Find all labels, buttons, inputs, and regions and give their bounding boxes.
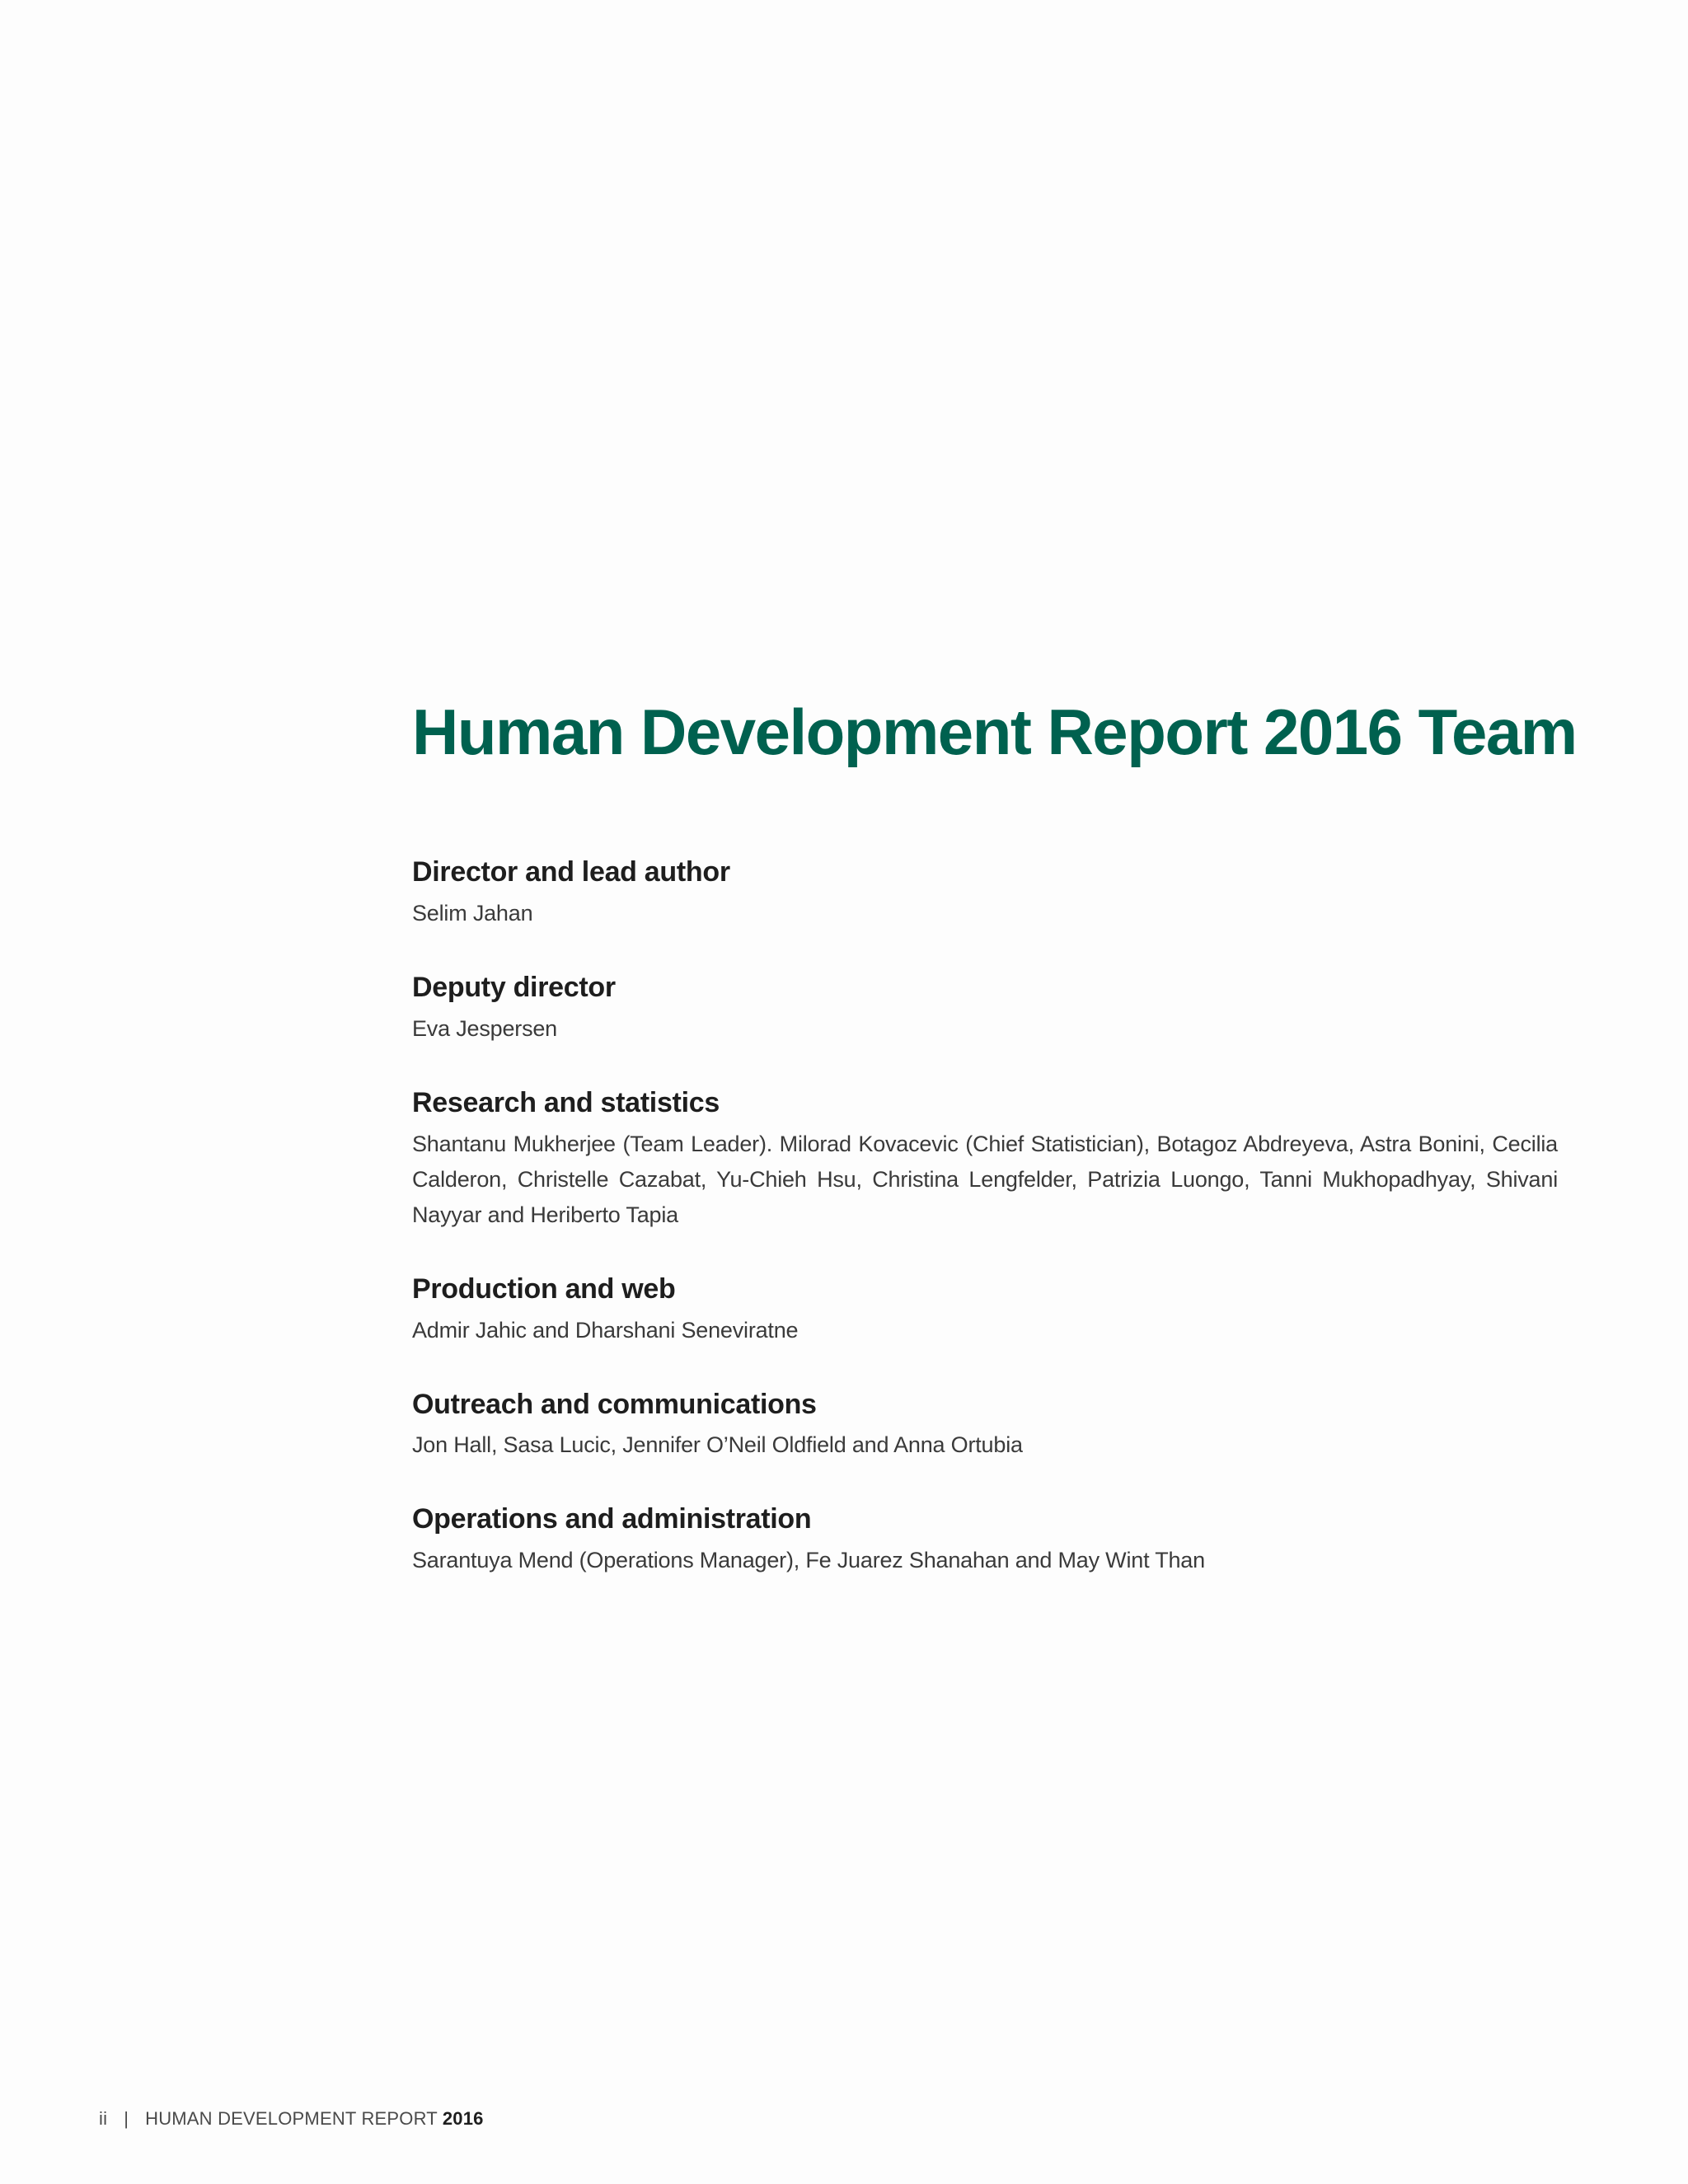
section-production-web xyxy=(412,1272,1558,1348)
page-number: ii xyxy=(99,2108,108,2129)
section-body: Shantanu Mukherjee (Team Leader). Milorad Kovacevic (Chief Statistician), Botagoz Abdreyeva, Astra Bonini, Cecilia Calderon, Christelle Cazabat, Yu-Chieh Hsu, Christina Lengfelder, Patrizia Luongo, Tanni Mukhopadhyay, Shivani Nayyar and Heriberto Tapia xyxy=(412,1131,1558,1227)
section-body: Selim Jahan xyxy=(412,901,533,926)
report-year: 2016 xyxy=(442,2108,484,2129)
section-heading: Production and web xyxy=(412,1272,676,1305)
team-sections xyxy=(412,855,1558,1578)
footer-separator: | xyxy=(124,2108,129,2129)
section-heading: Research and statistics xyxy=(412,1086,720,1118)
section-director xyxy=(412,855,1558,931)
section-body: Sarantuya Mend (Operations Manager), Fe Juarez Shanahan and May Wint Than xyxy=(412,1548,1205,1573)
page-footer xyxy=(99,2108,484,2130)
page-title: Human Development Report 2016 Team xyxy=(412,696,1577,768)
section-heading: Outreach and communications xyxy=(412,1388,817,1420)
section-heading: Operations and administration xyxy=(412,1503,812,1535)
section-operations-administration xyxy=(412,1502,1558,1578)
section-body: Eva Jespersen xyxy=(412,1015,557,1041)
main-content xyxy=(412,696,1577,1618)
section-research-statistics xyxy=(412,1086,1558,1233)
section-body: Admir Jahic and Dharshani Seneviratne xyxy=(412,1317,799,1343)
section-outreach-communications xyxy=(412,1388,1558,1464)
section-body: Jon Hall, Sasa Lucic, Jennifer O’Neil Oldfield and Anna Ortubia xyxy=(412,1432,1023,1458)
section-heading: Director and lead author xyxy=(412,856,730,888)
section-deputy-director xyxy=(412,971,1558,1047)
report-name: HUMAN DEVELOPMENT REPORT xyxy=(145,2108,438,2129)
section-heading: Deputy director xyxy=(412,972,616,1004)
